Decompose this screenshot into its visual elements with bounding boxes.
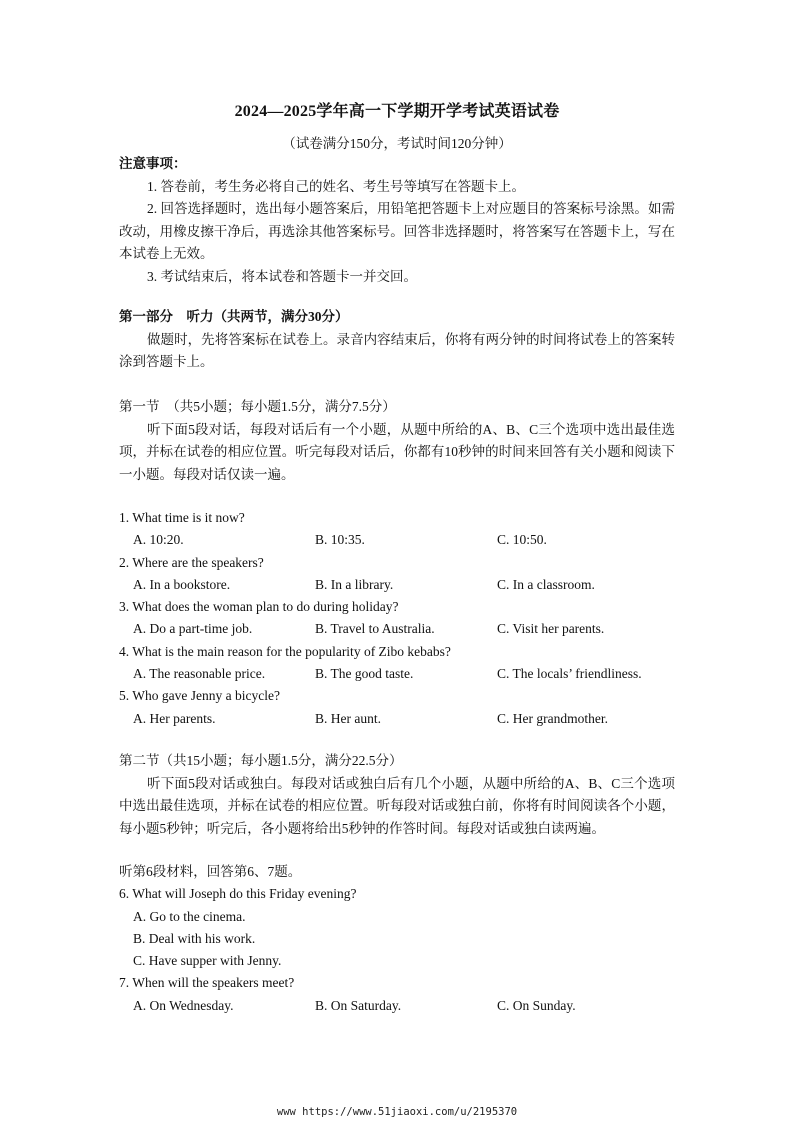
option-c: C. 10:50. [497,532,547,548]
option-b: B. The good taste. [315,666,414,682]
footer-watermark-url: www https://www.51jiaoxi.com/u/2195370 [276,1106,518,1118]
question-6-option-c: C. Have supper with Jenny. [133,953,282,969]
question-6-option-a: A. Go to the cinema. [133,908,246,924]
part1-instructions: 做题时，先将答案标在试卷上。录音内容结束后，你将有两分钟的时间将试卷上的答案转涂到答题卡上。 [119,331,675,369]
part1-section [119,306,675,374]
option-a: A. The reasonable price. [133,666,266,682]
question-6: 6. What will Joseph do this Friday evening? [119,886,357,902]
question-3-options [119,618,699,640]
question-4: 4. What is the main reason for the popularity of Zibo kebabs? [119,643,451,659]
option-a: A. 10:20. [133,532,184,548]
option-b: B. On Saturday. [315,997,402,1013]
section2-questions [119,861,699,1017]
question-1-options [119,529,699,551]
option-c: C. Her grandmother. [497,710,608,726]
section2-instructions: 听下面5段对话或独白。每段对话或独白后有几个小题，从题中所给的A、B、C三个选项中选出最佳选项，并标在试卷的相应位置。听每段对话或独白前，你将有时间阅读各个小题，每小题5秒钟；听完后，各小题将给出5秒钟的作答时间。每段对话或独白读两遍。 [119,775,675,836]
question-7: 7. When will the speakers meet? [119,975,295,991]
option-c: C. Visit her parents. [497,621,605,637]
question-5-options [119,708,699,730]
notice-heading: 注意事项： [119,156,187,171]
question-2-options [119,574,699,596]
option-a: A. Do a part-time job. [133,621,253,637]
option-b: B. Travel to Australia. [315,621,435,637]
notice-item-1: 1. 答卷前，考生务必将自己的姓名、考生号等填写在答题卡上。 [147,178,525,194]
option-c: C. In a classroom. [497,576,595,592]
part1-heading: 第一部分 听力（共两节，满分30分） [119,309,349,324]
section2 [119,750,675,840]
exam-title: 2024—2025学年高一下学期开学考试英语试卷 [234,103,560,120]
notice-item-2: 2. 回答选择题时，选出每小题答案后，用铅笔把答题卡上对应题目的答案标号涂黑。如需改动，用橡皮擦干净后，再选涂其他答案标号。回答非选择题时，将答案写在答题卡上，写在本试卷上无效。 [119,201,675,261]
option-a: A. Her parents. [133,710,216,726]
option-c: C. The locals’ friendliness. [497,666,642,682]
question-5: 5. Who gave Jenny a bicycle? [119,688,280,704]
material-6-heading: 听第6段材料，回答第6、7题。 [119,864,302,879]
option-a: A. In a bookstore. [133,576,231,592]
question-3: 3. What does the woman plan to do during holiday? [119,599,399,615]
section1-instructions: 听下面5段对话，每段对话后有一个小题，从题中所给的A、B、C三个选项中选出最佳选项，并标在试卷的相应位置。听完每段对话后，你都有10秒钟的时间来回答有关小题和阅读下一小题。每段对话仅读一遍。 [119,421,675,482]
question-7-options [119,995,699,1017]
question-6-option-b: B. Deal with his work. [133,930,256,946]
option-a: A. On Wednesday. [133,997,234,1013]
question-4-options [119,663,699,685]
option-b: B. Her aunt. [315,710,381,726]
notice-section [119,153,675,288]
option-b: B. 10:35. [315,532,365,548]
option-c: C. On Sunday. [497,997,576,1013]
notice-item-3: 3. 考试结束后，将本试卷和答题卡一并交回。 [147,268,417,284]
exam-subtitle: （试卷满分150分，考试时间120分钟） [282,136,512,151]
section2-heading: 第二节（共15小题；每小题1.5分，满分22.5分） [119,753,403,768]
section1-questions [119,507,699,730]
section1 [119,396,675,486]
section1-heading: 第一节 （共5小题；每小题1.5分，满分7.5分） [119,399,396,414]
question-2: 2. Where are the speakers? [119,554,264,570]
option-b: B. In a library. [315,576,394,592]
question-1: 1. What time is it now? [119,510,245,525]
